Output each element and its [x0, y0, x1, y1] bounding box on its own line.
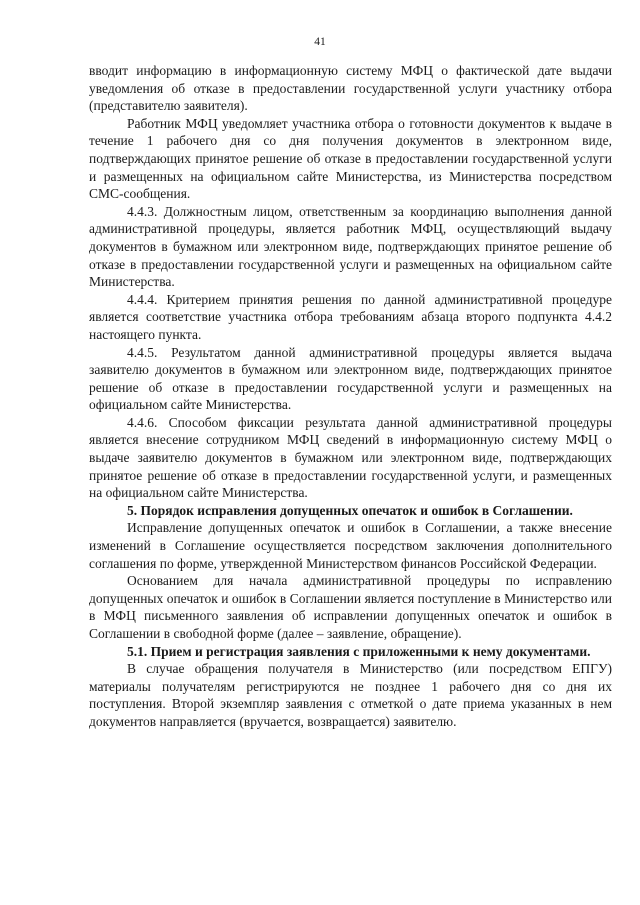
document-body: [89, 62, 612, 731]
paragraph: Работник МФЦ уведомляет участника отбора о готовности документов к выдаче в течение 1 рабочего дня со дня получения документов в электронном виде, подтверждающих принятое решение об отказе в предоставлении государственной услуги и размещенных на официальном сайте Министерства, из Министерства посредством СМС-сообщения.: [89, 115, 612, 202]
paragraph: 4.4.3. Должностным лицом, ответственным за координацию выполнения данной административной процедуры, является работник МФЦ, осуществляющий выдачу документов в бумажном или электронном виде, подтверждающих принятое решение об отказе в предоставлении государственной услуги и размещенных на официальном сайте Министерства.: [89, 203, 612, 290]
paragraph: 4.4.5. Результатом данной административной процедуры является выдача заявителю документов в бумажном или электронном виде, подтверждающих принятое решение об отказе в предоставлении государственной услуги и размещенных на официальном сайте Министерства.: [89, 344, 612, 413]
paragraph: 4.4.6. Способом фиксации результата данной административной процедуры является внесение сотрудником МФЦ сведений в информационную систему МФЦ о выдаче заявителю документов в бумажном или электронном виде, подтверждающих принятое решение об отказе в предоставлении государственной услуги, и размещенных на официальном сайте Министерства.: [89, 414, 612, 501]
paragraph: 4.4.4. Критерием принятия решения по данной административной процедуре является соответствие участника отбора требованиям абзаца второго подпункта 4.4.2 настоящего пункта.: [89, 291, 612, 342]
paragraph: Исправление допущенных опечаток и ошибок в Соглашении, а также внесение изменений в Соглашение осуществляется посредством заключения дополнительного соглашения по форме, утвержденной Министерством финансов Российской Федерации.: [89, 520, 612, 571]
paragraph: Основанием для начала административной процедуры по исправлению допущенных опечаток и ошибок в Соглашении является поступление в Министерство или в МФЦ письменного заявления об исправлении допущенных опечаток и ошибок в Соглашении в свободной форме (далее – заявление, обращение).: [89, 573, 612, 641]
page-number: 41: [314, 36, 326, 48]
section-heading: 5.1. Прием и регистрация заявления с приложенными к нему документами.: [127, 643, 591, 659]
paragraph: В случае обращения получателя в Министерство (или посредством ЕПГУ) материалы получателям регистрируются не позднее 1 рабочего дня со дня их поступления. Второй экземпляр заявления с отметкой о дате приема указанных в нем документов направляется (вручается, возвращается) заявителю.: [89, 661, 612, 729]
section-heading: 5. Порядок исправления допущенных опечаток и ошибок в Соглашении.: [127, 502, 573, 518]
paragraph: вводит информацию в информационную систему МФЦ о фактической дате выдачи уведомления об отказе в предоставлении государственной услуги участнику отбора (представителю заявителя).: [89, 63, 612, 114]
